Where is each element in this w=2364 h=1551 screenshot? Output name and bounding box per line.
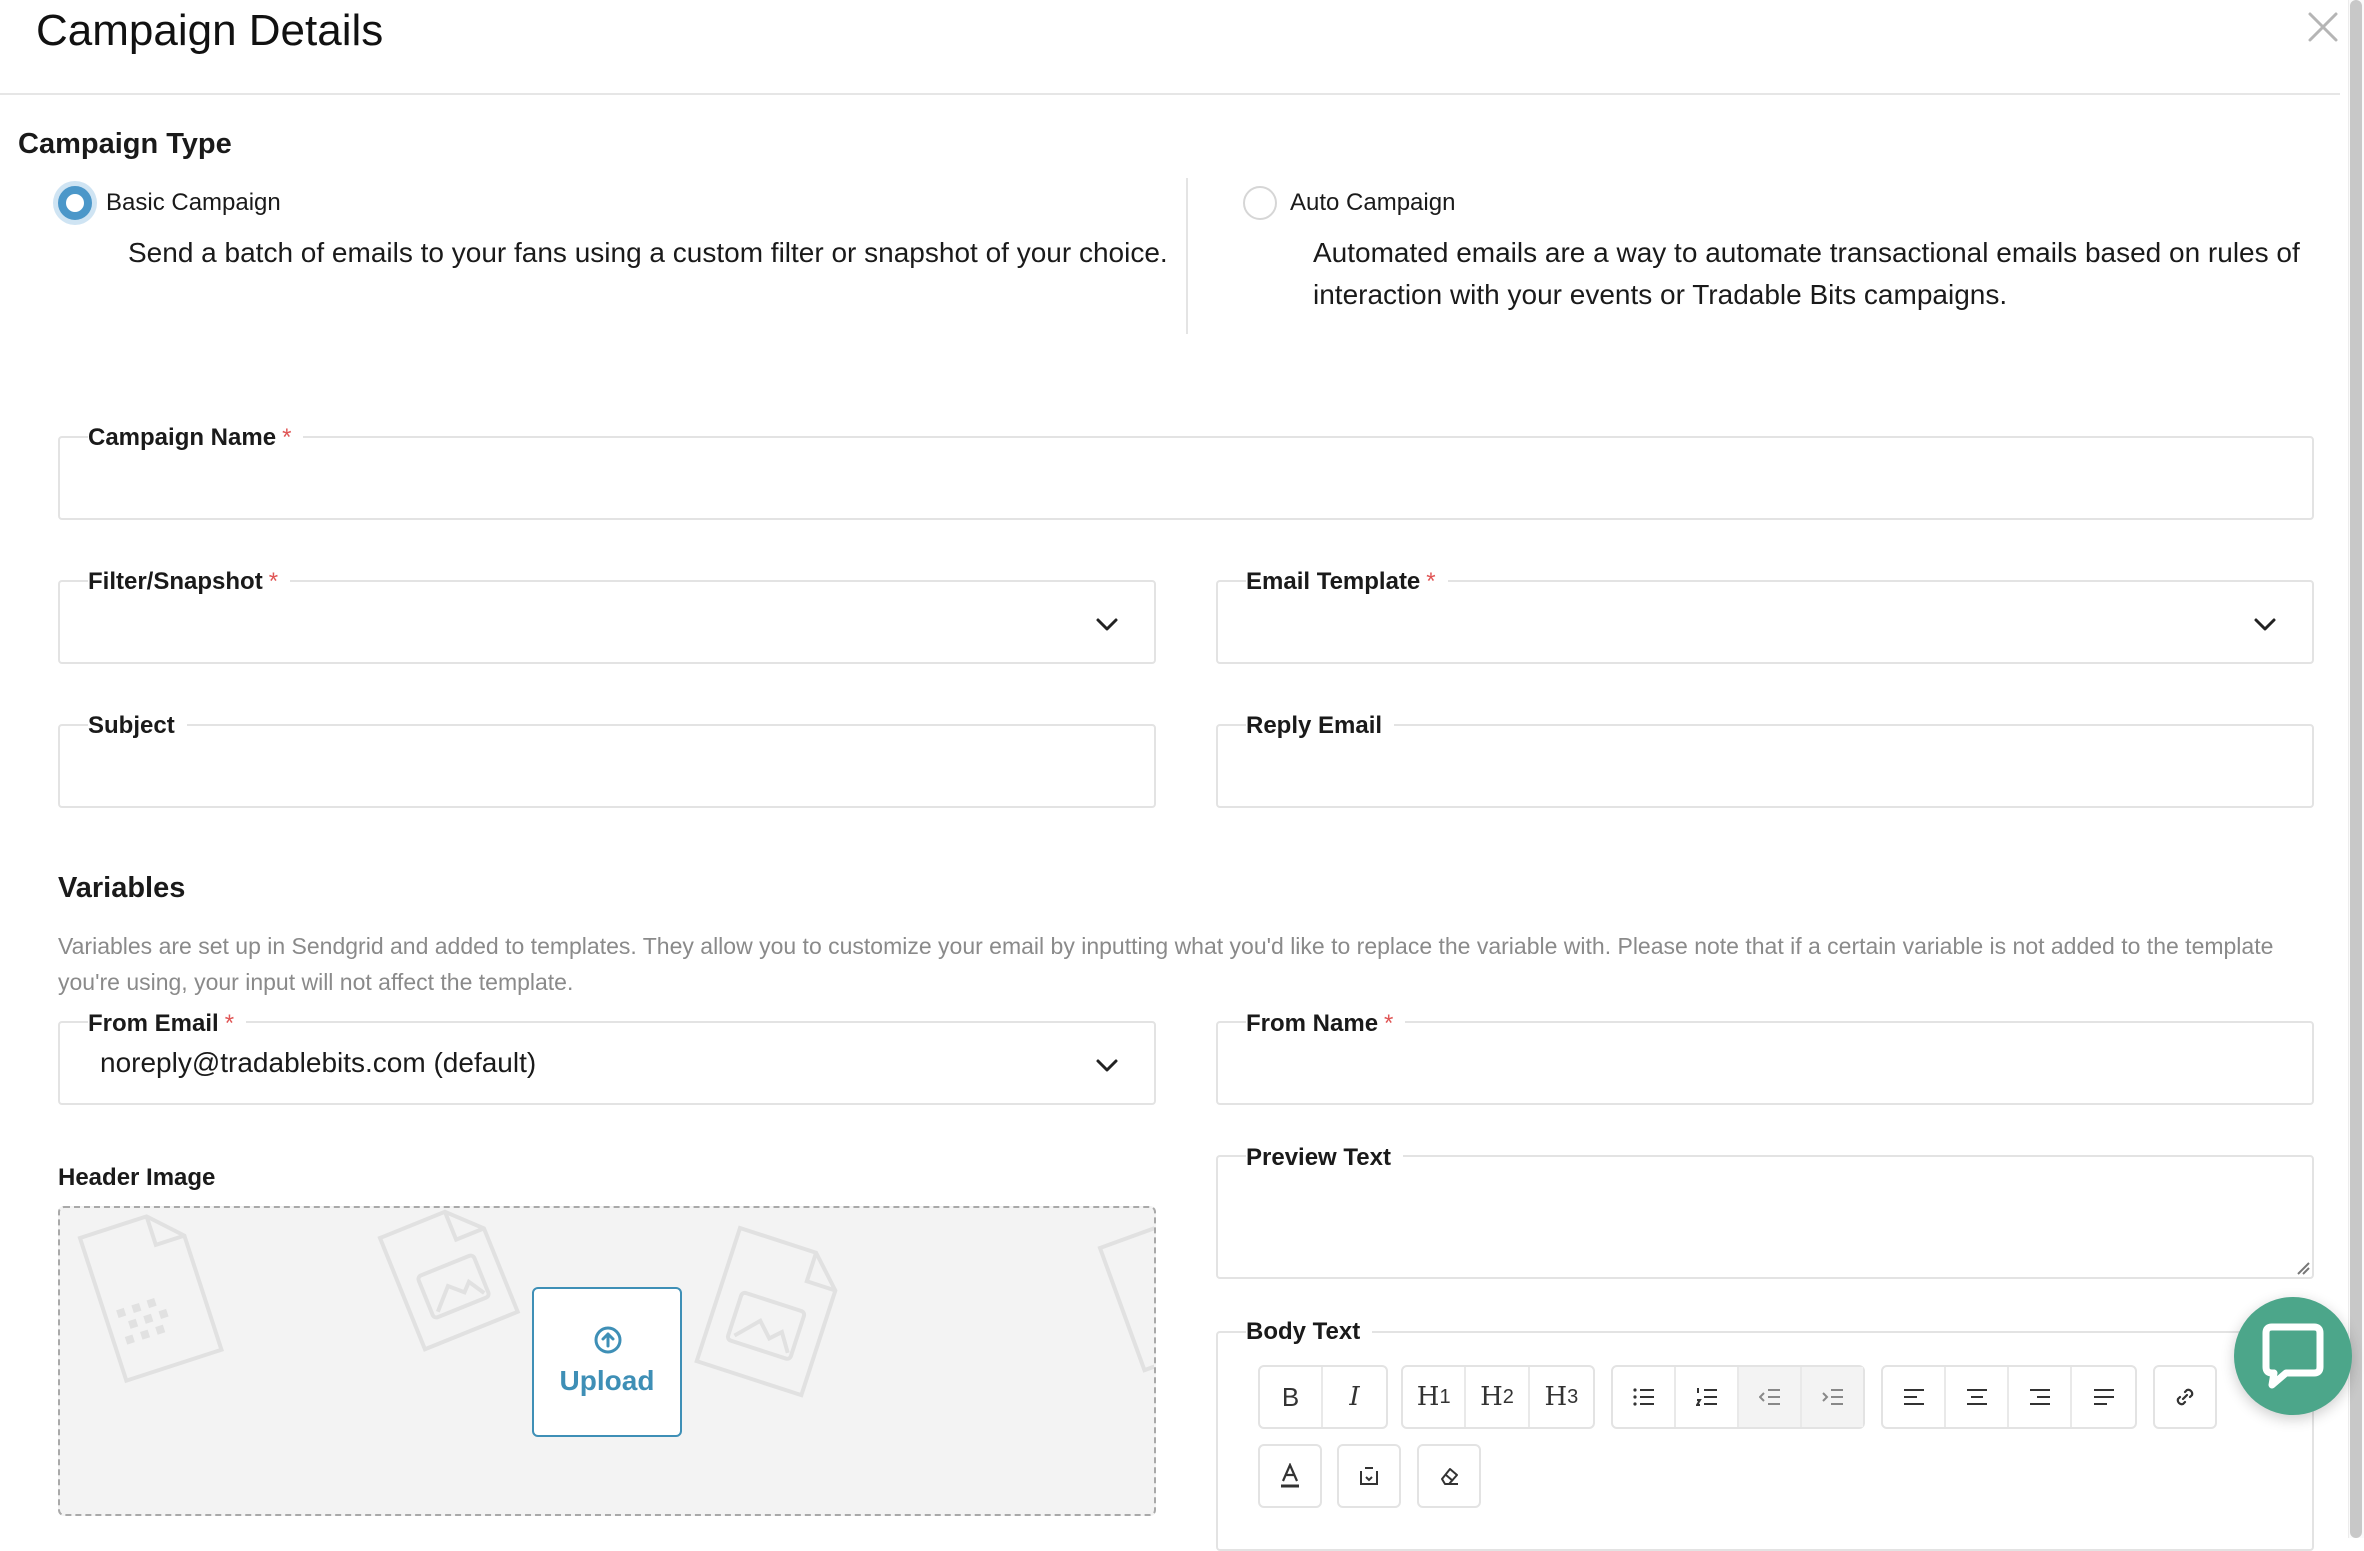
- text-color-icon: [1260, 1446, 1320, 1506]
- preview-text-textarea[interactable]: [1216, 1155, 2314, 1279]
- variables-description-line2: you're using, your input will not affect the template.: [58, 969, 574, 995]
- variables-description-line1: Variables are set up in Sendgrid and added to templates. They allow you to customize your email by inputting what you'd like to replace the variable with. Please note that if a certain variable is not added to the template: [58, 933, 2274, 959]
- toolbar-align-group: [1881, 1365, 2137, 1429]
- filter-snapshot-label: [88, 568, 290, 596]
- basic-campaign-label[interactable]: Basic Campaign: [106, 189, 281, 216]
- header-image-label: Header Image: [58, 1164, 227, 1192]
- h2-label: H: [1480, 1382, 1503, 1412]
- body-text-editor[interactable]: [1216, 1331, 2314, 1551]
- chevron-down-icon[interactable]: [2252, 611, 2278, 637]
- upload-button[interactable]: [532, 1287, 682, 1437]
- required-marker: *: [1426, 568, 1436, 595]
- link-icon[interactable]: [2155, 1367, 2215, 1427]
- upload-icon: [593, 1325, 623, 1355]
- reply-email-label: Reply Email: [1246, 712, 1394, 740]
- email-template-label-text: Email Template: [1246, 568, 1421, 595]
- email-template-label: [1246, 568, 1448, 596]
- align-right-icon[interactable]: [2009, 1367, 2072, 1427]
- toolbar-heading-group: [1401, 1365, 1595, 1429]
- chat-icon: [2234, 1297, 2352, 1415]
- clear-format-button[interactable]: [1417, 1444, 1481, 1508]
- bullet-list-icon[interactable]: [1613, 1367, 1676, 1427]
- toolbar-link-group: [2153, 1365, 2217, 1429]
- indent-icon[interactable]: [1802, 1367, 1863, 1427]
- campaign-name-label-text: Campaign Name: [88, 424, 277, 451]
- italic-button[interactable]: [1323, 1367, 1386, 1427]
- from-name-label-text: From Name: [1246, 1010, 1379, 1037]
- campaign-type-heading: Campaign Type: [18, 128, 232, 160]
- upload-label: Upload: [559, 1365, 655, 1396]
- text-color-button[interactable]: [1258, 1444, 1322, 1508]
- from-name-label: [1246, 1010, 1405, 1038]
- close-icon[interactable]: [2306, 10, 2340, 44]
- auto-campaign-description-line2: interaction with your events or Tradable Bits campaigns.: [1313, 279, 2008, 310]
- h1-label: H: [1416, 1382, 1440, 1412]
- h3-sub: 3: [1567, 1385, 1579, 1408]
- required-marker: *: [1384, 1010, 1394, 1037]
- toolbar-format-group: [1258, 1365, 1388, 1429]
- outdent-icon[interactable]: [1739, 1367, 1802, 1427]
- bold-label: B: [1281, 1381, 1300, 1412]
- h1-sub: 1: [1439, 1385, 1451, 1408]
- italic-label: I: [1349, 1382, 1360, 1412]
- embed-button[interactable]: [1337, 1444, 1401, 1508]
- from-email-value: noreply@tradablebits.com (default): [100, 1047, 537, 1078]
- heading2-button[interactable]: [1466, 1367, 1529, 1427]
- from-email-label-text: From Email: [88, 1010, 219, 1037]
- chevron-down-icon[interactable]: [1094, 611, 1120, 637]
- bold-button[interactable]: [1260, 1367, 1323, 1427]
- toolbar-list-group: [1611, 1365, 1865, 1429]
- required-marker: *: [224, 1010, 235, 1037]
- preview-text-label: Preview Text: [1246, 1144, 1403, 1172]
- basic-campaign-description: Send a batch of emails to your fans using a custom filter or snapshot of your choice.: [128, 237, 1168, 268]
- variables-description: [58, 928, 2318, 1000]
- modal-title: Campaign Details: [36, 6, 384, 55]
- align-justify-icon[interactable]: [2072, 1367, 2135, 1427]
- h2-sub: 2: [1502, 1385, 1514, 1408]
- auto-campaign-radio[interactable]: [1243, 186, 1277, 220]
- required-marker: *: [282, 424, 292, 451]
- numbered-list-icon[interactable]: [1676, 1367, 1739, 1427]
- subject-input[interactable]: [58, 724, 1156, 808]
- from-email-label: [88, 1010, 246, 1038]
- auto-campaign-label[interactable]: Auto Campaign: [1290, 189, 1456, 216]
- chevron-down-icon[interactable]: [1094, 1052, 1120, 1078]
- embed-icon: [1339, 1446, 1399, 1506]
- campaign-name-label: [88, 424, 303, 452]
- variables-heading: Variables: [58, 872, 186, 904]
- h3-label: H: [1544, 1382, 1568, 1412]
- chat-button[interactable]: [2234, 1297, 2352, 1415]
- align-center-icon[interactable]: [1946, 1367, 2009, 1427]
- heading3-button[interactable]: [1530, 1367, 1593, 1427]
- basic-campaign-radio[interactable]: [58, 186, 92, 220]
- heading1-button[interactable]: [1403, 1367, 1466, 1427]
- align-left-icon[interactable]: [1883, 1367, 1946, 1427]
- resize-handle-icon[interactable]: [2296, 1261, 2310, 1275]
- eraser-icon: [1419, 1446, 1479, 1506]
- campaign-type-divider: [1186, 178, 1188, 334]
- body-text-label: Body Text: [1246, 1318, 1372, 1346]
- subject-label: Subject: [88, 712, 187, 740]
- campaign-name-input[interactable]: [58, 436, 2314, 520]
- filter-snapshot-label-text: Filter/Snapshot: [88, 568, 263, 595]
- auto-campaign-description-line1: Automated emails are a way to automate transactional emails based on rules of: [1313, 237, 2300, 268]
- required-marker: *: [268, 568, 279, 595]
